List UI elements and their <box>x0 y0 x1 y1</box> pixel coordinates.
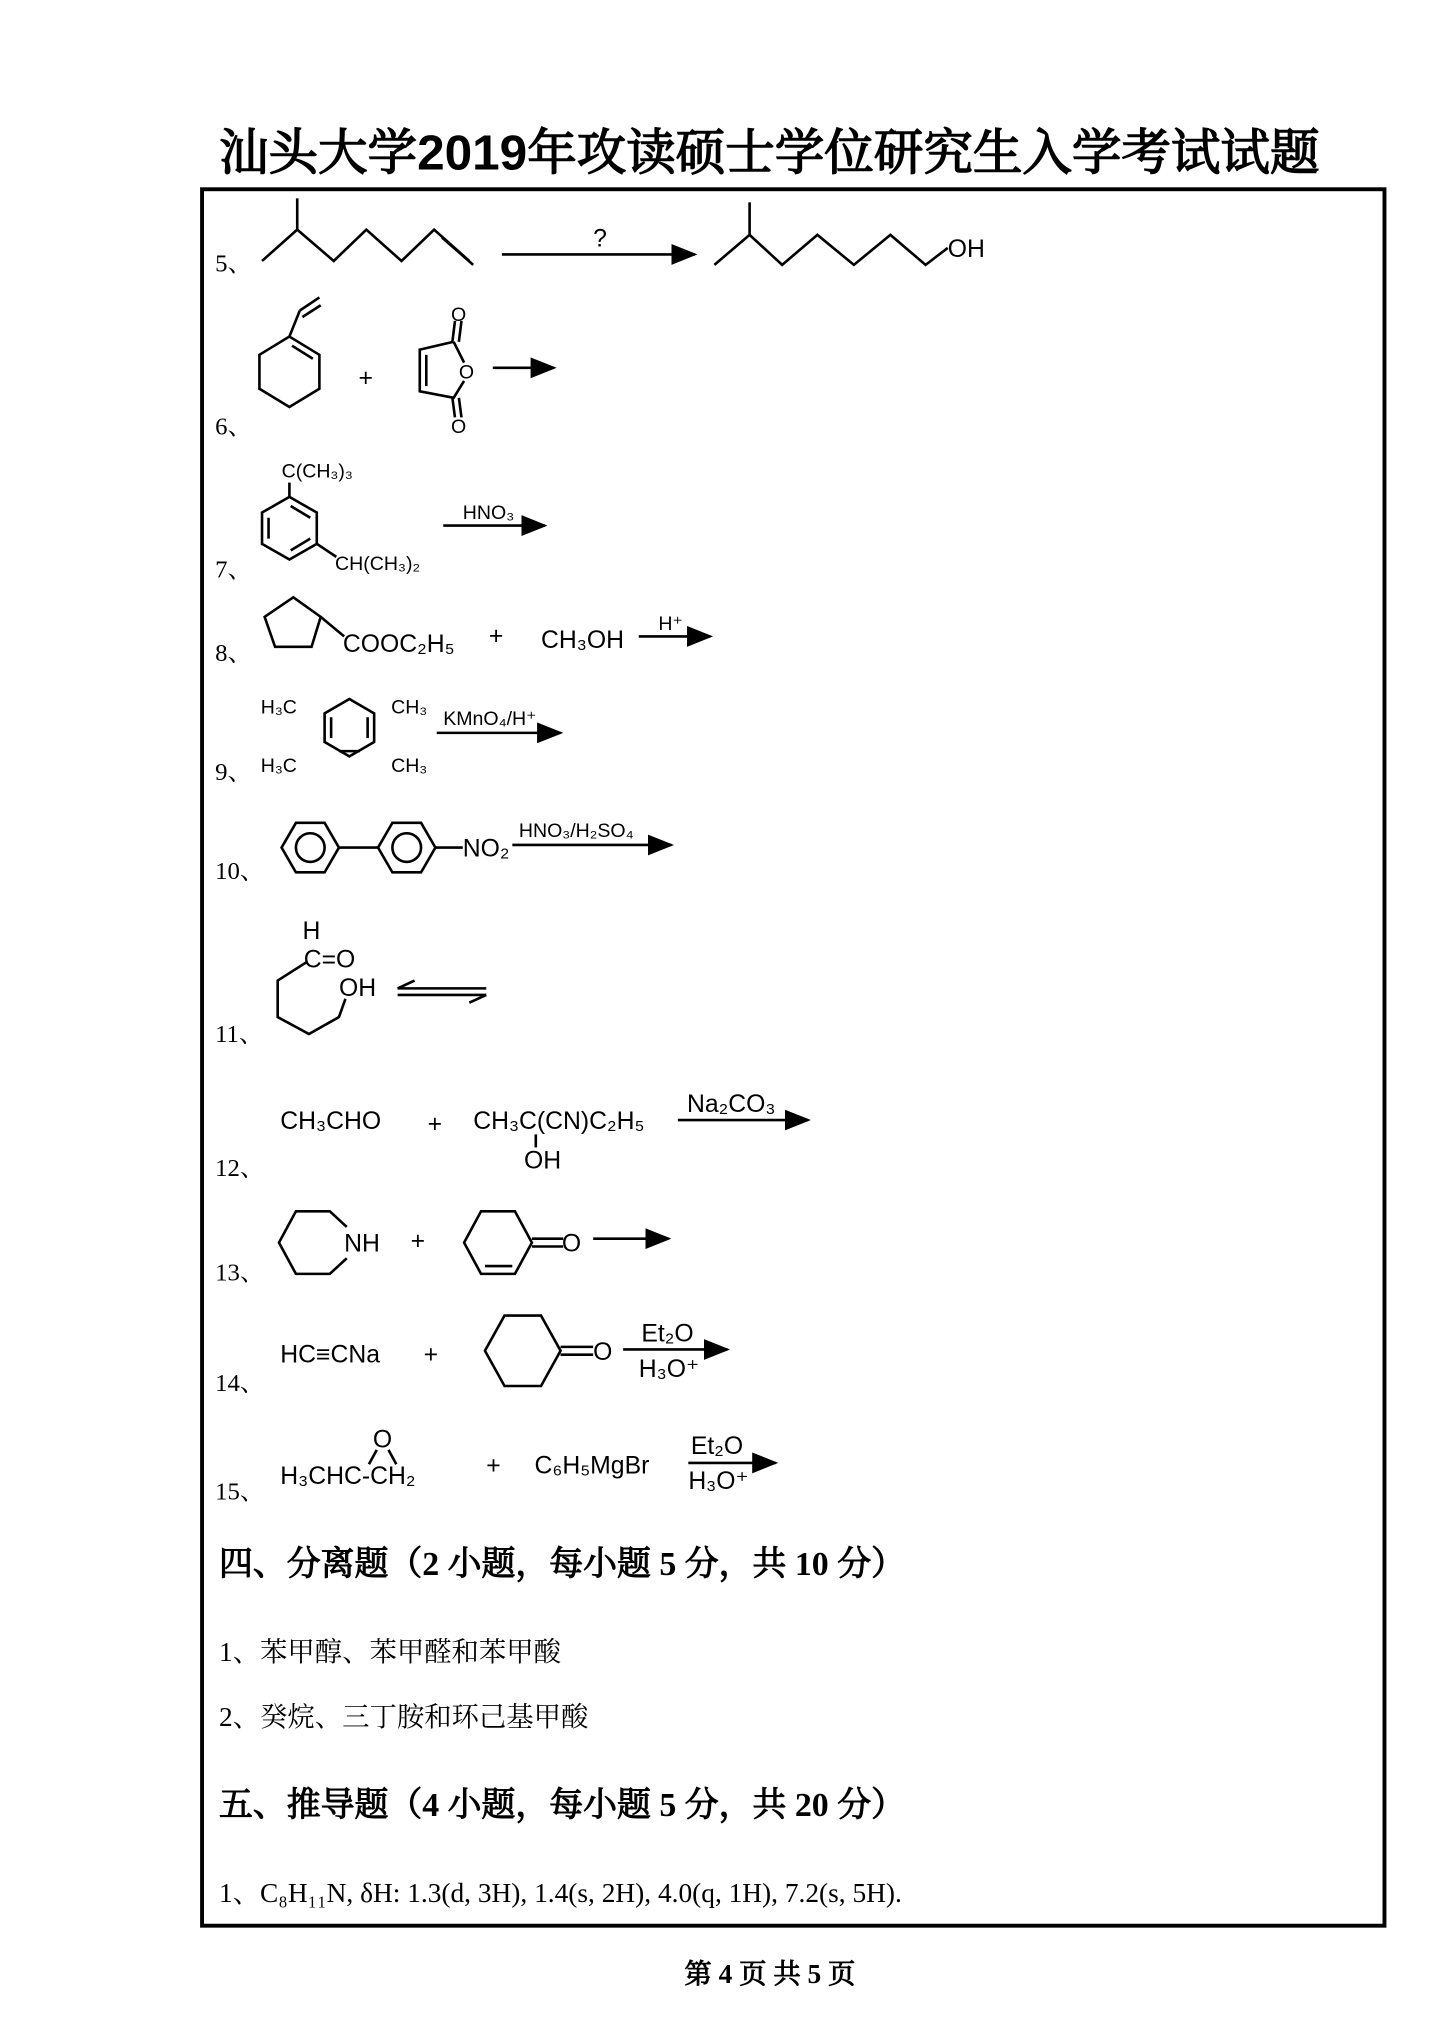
methyl: CH₃ <box>391 696 428 719</box>
epoxide-o: O <box>372 1426 393 1454</box>
ring-o: O <box>458 361 475 384</box>
reagent: KMnO₄/H⁺ <box>443 708 537 731</box>
reaction-14 <box>215 1316 727 1398</box>
reactant: HC≡CNa <box>280 1341 380 1369</box>
cyclohexenone-ring <box>464 1211 532 1274</box>
plus-sign: + <box>423 1341 439 1369</box>
plus-sign: + <box>427 1110 443 1138</box>
question-number: 6、 <box>215 413 253 441</box>
reactant: CH₃OH <box>541 627 624 655</box>
reaction-8 <box>215 597 710 667</box>
question-number: 11、 <box>215 1020 264 1048</box>
reagent: H₃O⁺ <box>638 1355 700 1383</box>
reagent: Na₂CO₃ <box>687 1091 776 1119</box>
question-number: 5、 <box>215 250 253 278</box>
question-number: 12、 <box>215 1155 265 1183</box>
product-group: OH <box>947 236 985 264</box>
substituent: C(CH₃)₃ <box>281 460 353 483</box>
carbonyl-o: O <box>593 1338 613 1366</box>
question-number: 10、 <box>215 857 265 885</box>
cyclohexene-ring <box>259 337 319 407</box>
methyl: CH₃ <box>391 754 428 777</box>
page-number: 第 4 页 共 5 页 <box>684 1959 856 1990</box>
reagent: ? <box>593 225 607 253</box>
section-heading-deduction: 五、推导题（4 小题，每小题 5 分，共 20 分） <box>219 1787 905 1825</box>
carbonyl-o: O <box>561 1230 582 1258</box>
cyclopentane-ring <box>265 597 321 647</box>
question-number: 9、 <box>215 758 253 786</box>
methyl: H₃C <box>260 754 297 777</box>
plus-sign: + <box>358 365 373 393</box>
reaction-13 <box>215 1211 669 1286</box>
plus-sign: + <box>410 1228 426 1256</box>
question-number: 13、 <box>215 1259 265 1287</box>
benzene-ring <box>262 497 317 560</box>
amine-nh: NH <box>344 1230 380 1258</box>
reactant-skeleton <box>262 230 469 261</box>
reactant: CH₃CHO <box>280 1108 382 1136</box>
plus-sign: + <box>486 1452 501 1480</box>
phenylene-ring <box>378 823 435 873</box>
reagent: Et₂O <box>641 1320 694 1348</box>
reagent: HNO₃ <box>462 502 515 525</box>
reaction-15 <box>215 1426 776 1505</box>
nitro-group: NO₂ <box>462 835 510 863</box>
reagent: HNO₃/H₂SO₄ <box>518 820 634 843</box>
reaction-12 <box>215 1091 808 1182</box>
product-skeleton <box>714 235 947 265</box>
cyclohexanone-ring <box>485 1316 561 1386</box>
reaction-9 <box>215 696 560 785</box>
separation-question: 2、癸烷、三丁胺和环己基甲酸 <box>219 1702 589 1733</box>
question-number: 8、 <box>215 640 253 668</box>
question-number: 15、 <box>215 1478 265 1506</box>
reaction-6 <box>215 297 554 440</box>
reagent: Et₂O <box>690 1432 744 1460</box>
question-number: 14、 <box>215 1370 265 1398</box>
deduction-question: 1、C₈H₁₁N, δH: 1.3(d, 3H), 1.4(s, 2H), 4.0(q, 1H), 7.2(s, 5H). <box>219 1878 902 1909</box>
reaction-5 <box>215 198 985 277</box>
aldehyde-h: H <box>302 917 321 945</box>
methyl: H₃C <box>260 696 297 719</box>
separation-question: 1、苯甲醇、苯甲醛和苯甲酸 <box>219 1637 562 1668</box>
reaction-11 <box>215 918 486 1048</box>
reaction-10 <box>215 820 671 885</box>
reactant: CH₃C(CN)C₂H₅ <box>473 1108 645 1136</box>
reactant: C₆H₅MgBr <box>534 1452 650 1480</box>
plus-sign: + <box>488 623 504 651</box>
carbonyl: C=O <box>303 946 356 974</box>
substituent: COOC₂H₅ <box>342 631 455 659</box>
substituent: CH(CH₃)₂ <box>335 552 421 575</box>
reaction-7 <box>215 460 545 583</box>
section-heading-separation: 四、分离题（2 小题，每小题 5 分，共 10 分） <box>219 1546 905 1584</box>
piperidine-ring <box>279 1211 347 1274</box>
hydroxyl: OH <box>524 1147 562 1175</box>
carbonyl-o: O <box>451 416 467 439</box>
question-number: 7、 <box>215 556 253 584</box>
page-title: 汕头大学2019年攻读硕士学位研究生入学考试试题 <box>219 125 1320 181</box>
phenyl-ring <box>282 823 339 873</box>
hydroxyl: OH <box>338 975 377 1003</box>
reagent: H⁺ <box>658 612 683 635</box>
reactant: H₃CHC-CH₂ <box>280 1462 416 1490</box>
reagent: H₃O⁺ <box>688 1467 749 1495</box>
carbonyl-o: O <box>451 303 467 326</box>
